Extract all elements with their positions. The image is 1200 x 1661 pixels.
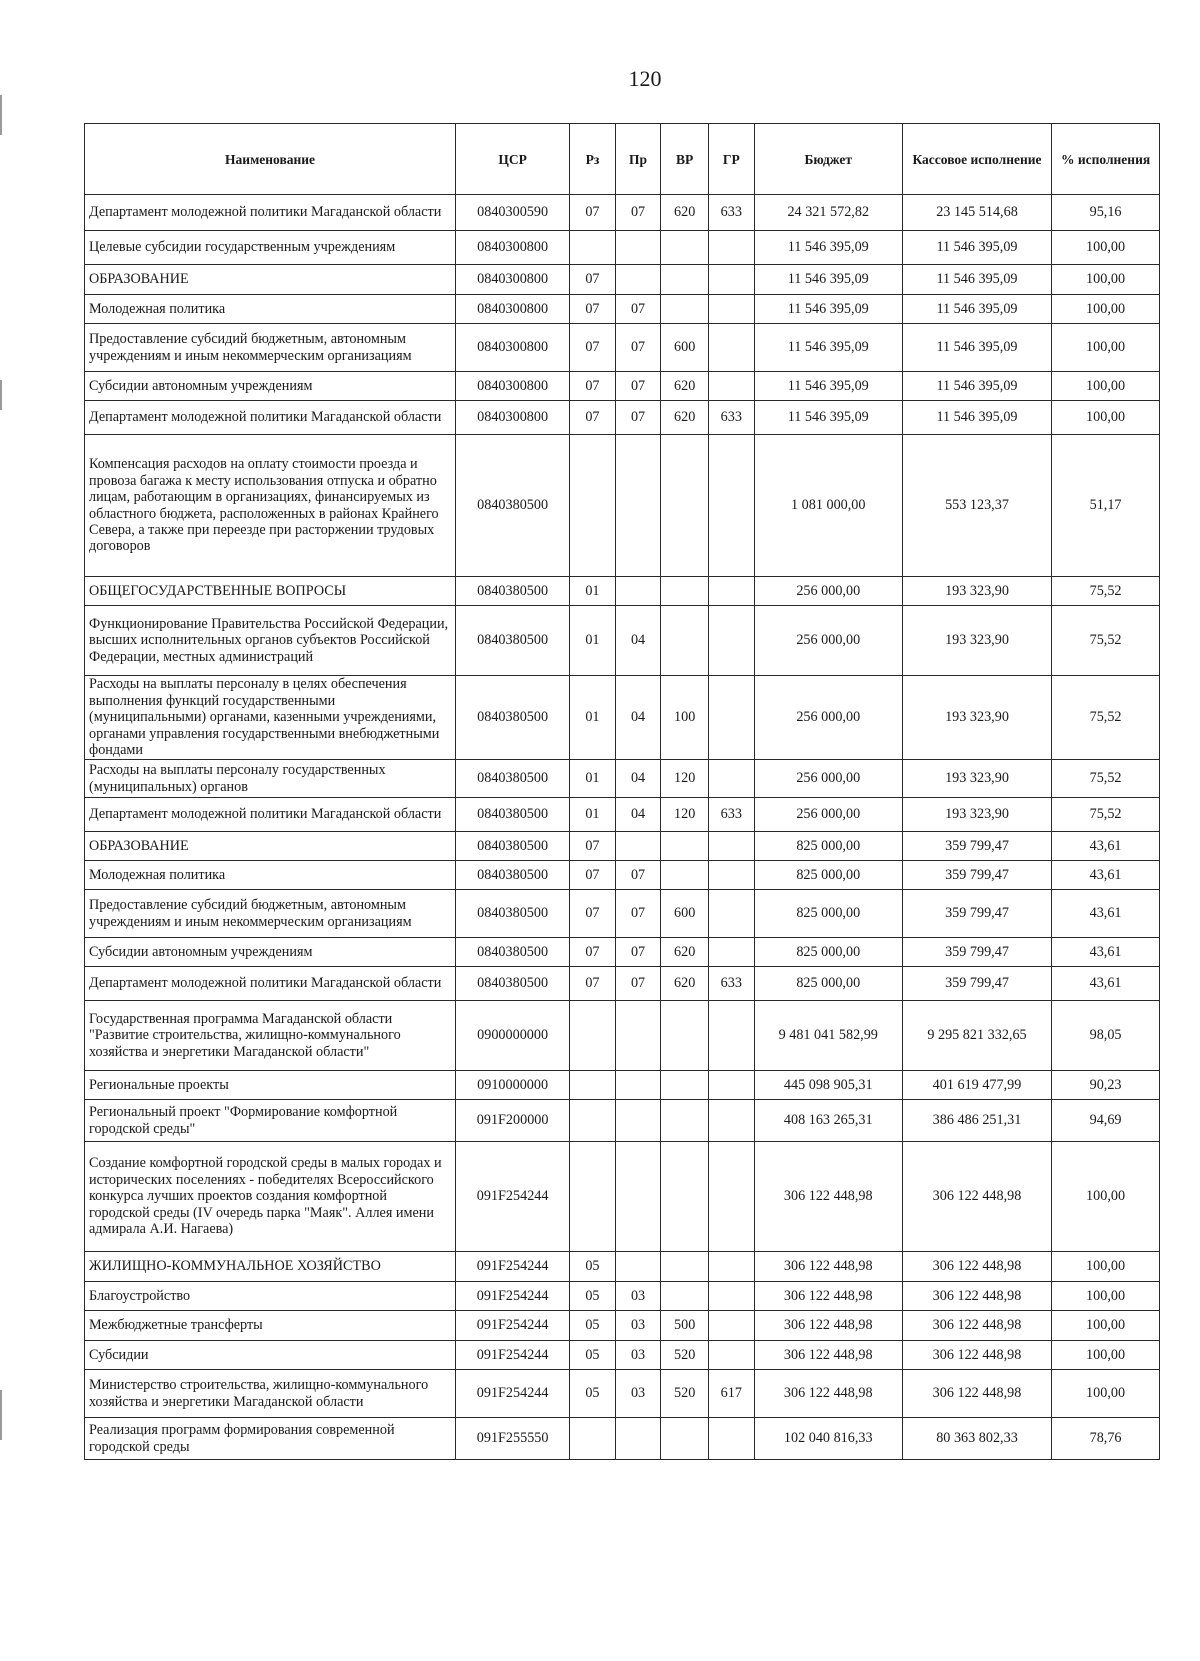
cell-name: ЖИЛИЩНО-КОММУНАЛЬНОЕ ХОЗЯЙСТВО — [85, 1252, 456, 1282]
table-row — [85, 861, 1160, 890]
cell-budget: 825 000,00 — [754, 832, 902, 861]
cell-rz — [570, 1071, 616, 1100]
cell-cash: 359 799,47 — [902, 938, 1051, 967]
cell-percent: 43,61 — [1052, 938, 1160, 967]
table-row — [85, 832, 1160, 861]
cell-percent: 100,00 — [1052, 372, 1160, 401]
cell-cash: 23 145 514,68 — [902, 195, 1051, 231]
cell-vr — [661, 231, 709, 265]
cell-csr: 0840300800 — [456, 231, 570, 265]
column-header-csr: ЦСР — [456, 124, 570, 195]
column-header-vr: ВР — [661, 124, 709, 195]
budget-execution-table — [84, 123, 1160, 1460]
scan-edge-mark — [0, 95, 2, 135]
cell-csr: 0840380500 — [456, 938, 570, 967]
cell-budget: 306 122 448,98 — [754, 1370, 902, 1418]
cell-name: Государственная программа Магаданской области "Развитие строительства, жилищно-коммунального хозяйства и энергетики Магаданской области" — [85, 1001, 456, 1071]
cell-gr — [709, 372, 755, 401]
cell-rz: 01 — [570, 760, 616, 798]
cell-vr — [661, 1418, 709, 1460]
cell-pr — [615, 832, 661, 861]
cell-cash: 193 323,90 — [902, 760, 1051, 798]
cell-percent: 75,52 — [1052, 798, 1160, 832]
cell-budget: 306 122 448,98 — [754, 1252, 902, 1282]
column-header-name: Наименование — [85, 124, 456, 195]
cell-rz: 07 — [570, 195, 616, 231]
cell-gr — [709, 1071, 755, 1100]
cell-cash: 11 546 395,09 — [902, 372, 1051, 401]
cell-gr — [709, 265, 755, 295]
cell-cash: 11 546 395,09 — [902, 265, 1051, 295]
cell-name: Субсидии — [85, 1341, 456, 1370]
cell-name: Благоустройство — [85, 1282, 456, 1311]
cell-gr: 633 — [709, 195, 755, 231]
cell-vr — [661, 295, 709, 324]
cell-rz — [570, 1142, 616, 1252]
cell-cash: 359 799,47 — [902, 967, 1051, 1001]
cell-budget: 102 040 816,33 — [754, 1418, 902, 1460]
table-row — [85, 265, 1160, 295]
cell-gr — [709, 1252, 755, 1282]
cell-vr: 100 — [661, 676, 709, 760]
cell-pr — [615, 1100, 661, 1142]
cell-cash: 306 122 448,98 — [902, 1370, 1051, 1418]
cell-rz: 07 — [570, 861, 616, 890]
cell-budget: 825 000,00 — [754, 890, 902, 938]
cell-budget: 256 000,00 — [754, 798, 902, 832]
table-row — [85, 798, 1160, 832]
cell-vr: 620 — [661, 195, 709, 231]
cell-percent: 98,05 — [1052, 1001, 1160, 1071]
cell-cash: 306 122 448,98 — [902, 1341, 1051, 1370]
cell-budget: 825 000,00 — [754, 861, 902, 890]
cell-percent: 100,00 — [1052, 1341, 1160, 1370]
cell-rz — [570, 435, 616, 577]
cell-gr — [709, 1341, 755, 1370]
cell-name: Целевые субсидии государственным учреждениям — [85, 231, 456, 265]
table-row — [85, 938, 1160, 967]
cell-name: Молодежная политика — [85, 861, 456, 890]
cell-gr: 633 — [709, 798, 755, 832]
cell-csr: 0840380500 — [456, 967, 570, 1001]
table-row — [85, 195, 1160, 231]
cell-cash: 359 799,47 — [902, 890, 1051, 938]
cell-pr: 07 — [615, 295, 661, 324]
cell-pr — [615, 1001, 661, 1071]
cell-vr: 620 — [661, 401, 709, 435]
cell-vr — [661, 1001, 709, 1071]
cell-budget: 11 546 395,09 — [754, 324, 902, 372]
cell-pr: 03 — [615, 1282, 661, 1311]
cell-budget: 24 321 572,82 — [754, 195, 902, 231]
cell-gr: 617 — [709, 1370, 755, 1418]
table-body — [85, 195, 1160, 1460]
cell-cash: 9 295 821 332,65 — [902, 1001, 1051, 1071]
cell-gr — [709, 231, 755, 265]
cell-budget: 408 163 265,31 — [754, 1100, 902, 1142]
cell-pr — [615, 1418, 661, 1460]
table-row — [85, 1100, 1160, 1142]
cell-vr: 620 — [661, 967, 709, 1001]
column-header-cash-execution: Кассовое исполнение — [902, 124, 1051, 195]
cell-pr: 04 — [615, 760, 661, 798]
cell-name: Департамент молодежной политики Магаданской области — [85, 195, 456, 231]
cell-percent: 43,61 — [1052, 890, 1160, 938]
cell-csr: 0840380500 — [456, 577, 570, 606]
cell-csr: 0840380500 — [456, 832, 570, 861]
cell-gr — [709, 1100, 755, 1142]
cell-rz — [570, 1418, 616, 1460]
cell-rz: 07 — [570, 938, 616, 967]
cell-cash: 193 323,90 — [902, 798, 1051, 832]
cell-gr — [709, 832, 755, 861]
column-header-budget: Бюджет — [754, 124, 902, 195]
cell-cash: 193 323,90 — [902, 606, 1051, 676]
table-row — [85, 1370, 1160, 1418]
cell-budget: 1 081 000,00 — [754, 435, 902, 577]
cell-cash: 306 122 448,98 — [902, 1142, 1051, 1252]
cell-percent: 100,00 — [1052, 1282, 1160, 1311]
cell-rz: 07 — [570, 265, 616, 295]
cell-percent: 95,16 — [1052, 195, 1160, 231]
cell-cash: 11 546 395,09 — [902, 401, 1051, 435]
cell-pr: 04 — [615, 798, 661, 832]
cell-csr: 0840300800 — [456, 372, 570, 401]
cell-budget: 306 122 448,98 — [754, 1311, 902, 1341]
cell-percent: 78,76 — [1052, 1418, 1160, 1460]
cell-pr: 03 — [615, 1311, 661, 1341]
cell-budget: 256 000,00 — [754, 577, 902, 606]
cell-vr — [661, 1252, 709, 1282]
cell-percent: 100,00 — [1052, 1252, 1160, 1282]
cell-vr: 120 — [661, 760, 709, 798]
cell-name: Расходы на выплаты персоналу государственных (муниципальных) органов — [85, 760, 456, 798]
cell-csr: 091F254244 — [456, 1341, 570, 1370]
table-row — [85, 967, 1160, 1001]
table-row — [85, 1311, 1160, 1341]
cell-budget: 11 546 395,09 — [754, 295, 902, 324]
cell-cash: 11 546 395,09 — [902, 231, 1051, 265]
cell-csr: 091F254244 — [456, 1282, 570, 1311]
cell-vr: 600 — [661, 324, 709, 372]
cell-pr — [615, 265, 661, 295]
cell-pr — [615, 435, 661, 577]
cell-rz: 07 — [570, 890, 616, 938]
column-header-percent-execution: % исполнения — [1052, 124, 1160, 195]
cell-csr: 0900000000 — [456, 1001, 570, 1071]
cell-gr: 633 — [709, 401, 755, 435]
cell-vr — [661, 265, 709, 295]
cell-rz: 01 — [570, 798, 616, 832]
cell-name: Реализация программ формирования современной городской среды — [85, 1418, 456, 1460]
cell-percent: 75,52 — [1052, 676, 1160, 760]
cell-csr: 0840300800 — [456, 265, 570, 295]
cell-vr: 120 — [661, 798, 709, 832]
cell-percent: 100,00 — [1052, 1370, 1160, 1418]
cell-vr: 500 — [661, 1311, 709, 1341]
cell-name: Предоставление субсидий бюджетным, автономным учреждениям и иным некоммерческим организациям — [85, 890, 456, 938]
cell-gr — [709, 295, 755, 324]
cell-cash: 359 799,47 — [902, 832, 1051, 861]
cell-gr — [709, 577, 755, 606]
cell-rz: 07 — [570, 967, 616, 1001]
cell-vr — [661, 1142, 709, 1252]
cell-rz: 05 — [570, 1252, 616, 1282]
cell-name: Министерство строительства, жилищно-коммунального хозяйства и энергетики Магаданской области — [85, 1370, 456, 1418]
cell-vr — [661, 606, 709, 676]
cell-rz: 05 — [570, 1282, 616, 1311]
cell-gr — [709, 435, 755, 577]
cell-percent: 100,00 — [1052, 1311, 1160, 1341]
cell-rz: 07 — [570, 401, 616, 435]
table-row — [85, 1001, 1160, 1071]
cell-percent: 100,00 — [1052, 401, 1160, 435]
cell-name: Создание комфортной городской среды в малых городах и исторических поселениях - победителях Всероссийского конкурса лучших проектов создания комфортной городской среды (IV очередь парка "Маяк". Аллея имени адмирала А.И. Нагаева) — [85, 1142, 456, 1252]
cell-rz — [570, 1100, 616, 1142]
scan-edge-mark — [0, 1390, 2, 1440]
cell-vr — [661, 1282, 709, 1311]
cell-budget: 256 000,00 — [754, 606, 902, 676]
cell-cash: 401 619 477,99 — [902, 1071, 1051, 1100]
cell-cash: 80 363 802,33 — [902, 1418, 1051, 1460]
column-header-gr: ГР — [709, 124, 755, 195]
column-header-pr: Пр — [615, 124, 661, 195]
cell-csr: 0840300800 — [456, 324, 570, 372]
cell-percent: 100,00 — [1052, 324, 1160, 372]
cell-rz: 01 — [570, 577, 616, 606]
cell-rz: 05 — [570, 1370, 616, 1418]
cell-csr: 0840380500 — [456, 890, 570, 938]
cell-csr: 0840380500 — [456, 676, 570, 760]
cell-name: Департамент молодежной политики Магаданской области — [85, 401, 456, 435]
cell-pr: 03 — [615, 1370, 661, 1418]
cell-pr: 07 — [615, 195, 661, 231]
cell-percent: 43,61 — [1052, 832, 1160, 861]
cell-pr: 07 — [615, 861, 661, 890]
cell-gr — [709, 890, 755, 938]
cell-cash: 193 323,90 — [902, 676, 1051, 760]
cell-name: Межбюджетные трансферты — [85, 1311, 456, 1341]
cell-rz: 07 — [570, 324, 616, 372]
cell-rz — [570, 1001, 616, 1071]
cell-percent: 100,00 — [1052, 231, 1160, 265]
cell-name: Региональные проекты — [85, 1071, 456, 1100]
cell-cash: 306 122 448,98 — [902, 1282, 1051, 1311]
cell-gr — [709, 760, 755, 798]
cell-csr: 0840380500 — [456, 606, 570, 676]
cell-name: ОБРАЗОВАНИЕ — [85, 832, 456, 861]
cell-vr — [661, 1100, 709, 1142]
cell-gr: 633 — [709, 967, 755, 1001]
table-row — [85, 372, 1160, 401]
cell-name: Департамент молодежной политики Магаданской области — [85, 798, 456, 832]
table-row — [85, 606, 1160, 676]
cell-percent: 94,69 — [1052, 1100, 1160, 1142]
cell-vr: 620 — [661, 372, 709, 401]
cell-csr: 091F255550 — [456, 1418, 570, 1460]
cell-cash: 386 486 251,31 — [902, 1100, 1051, 1142]
table-row — [85, 1252, 1160, 1282]
cell-rz: 01 — [570, 676, 616, 760]
cell-csr: 0840380500 — [456, 861, 570, 890]
cell-csr: 091F254244 — [456, 1370, 570, 1418]
table-row — [85, 890, 1160, 938]
cell-csr: 0840300800 — [456, 295, 570, 324]
cell-rz: 07 — [570, 295, 616, 324]
cell-pr: 07 — [615, 967, 661, 1001]
cell-budget: 11 546 395,09 — [754, 372, 902, 401]
cell-pr: 07 — [615, 401, 661, 435]
cell-csr: 091F254244 — [456, 1311, 570, 1341]
page-number: 120 — [628, 66, 662, 91]
cell-csr: 091F200000 — [456, 1100, 570, 1142]
cell-rz: 01 — [570, 606, 616, 676]
cell-percent: 43,61 — [1052, 861, 1160, 890]
cell-vr: 600 — [661, 890, 709, 938]
cell-cash: 306 122 448,98 — [902, 1252, 1051, 1282]
cell-percent: 100,00 — [1052, 1142, 1160, 1252]
cell-budget: 11 546 395,09 — [754, 401, 902, 435]
cell-name: Предоставление субсидий бюджетным, автономным учреждениям и иным некоммерческим организациям — [85, 324, 456, 372]
cell-vr: 520 — [661, 1370, 709, 1418]
cell-rz: 05 — [570, 1341, 616, 1370]
cell-vr — [661, 861, 709, 890]
cell-cash: 306 122 448,98 — [902, 1311, 1051, 1341]
cell-percent: 43,61 — [1052, 967, 1160, 1001]
cell-budget: 825 000,00 — [754, 938, 902, 967]
cell-pr — [615, 1142, 661, 1252]
cell-name: Департамент молодежной политики Магаданской области — [85, 967, 456, 1001]
cell-name: Молодежная политика — [85, 295, 456, 324]
cell-budget: 9 481 041 582,99 — [754, 1001, 902, 1071]
cell-cash: 359 799,47 — [902, 861, 1051, 890]
cell-csr: 0840380500 — [456, 798, 570, 832]
cell-cash: 553 123,37 — [902, 435, 1051, 577]
cell-pr: 04 — [615, 606, 661, 676]
table-row — [85, 295, 1160, 324]
cell-name: ОБРАЗОВАНИЕ — [85, 265, 456, 295]
cell-vr — [661, 1071, 709, 1100]
cell-cash: 11 546 395,09 — [902, 324, 1051, 372]
cell-pr: 07 — [615, 938, 661, 967]
cell-gr — [709, 1418, 755, 1460]
cell-cash: 11 546 395,09 — [902, 295, 1051, 324]
column-header-rz: Рз — [570, 124, 616, 195]
cell-budget: 11 546 395,09 — [754, 231, 902, 265]
cell-budget: 256 000,00 — [754, 676, 902, 760]
cell-gr — [709, 861, 755, 890]
cell-vr: 520 — [661, 1341, 709, 1370]
cell-gr — [709, 1311, 755, 1341]
cell-csr: 0840380500 — [456, 435, 570, 577]
table-row — [85, 435, 1160, 577]
cell-csr: 0840300590 — [456, 195, 570, 231]
cell-csr: 091F254244 — [456, 1142, 570, 1252]
cell-name: Субсидии автономным учреждениям — [85, 938, 456, 967]
cell-rz: 05 — [570, 1311, 616, 1341]
table-row — [85, 1418, 1160, 1460]
cell-gr — [709, 324, 755, 372]
cell-budget: 306 122 448,98 — [754, 1142, 902, 1252]
cell-percent: 100,00 — [1052, 265, 1160, 295]
cell-vr — [661, 832, 709, 861]
scan-edge-mark — [0, 380, 2, 410]
table-row — [85, 231, 1160, 265]
cell-csr: 0840300800 — [456, 401, 570, 435]
cell-percent: 100,00 — [1052, 295, 1160, 324]
cell-pr — [615, 1252, 661, 1282]
cell-name: Компенсация расходов на оплату стоимости проезда и провоза багажа к месту использования отпуска и обратно лицам, работающим в организациях, финансируемых из областного бюджета, расположенных в районах Крайнего Севера, а также при переезде при расторжении трудовых договоров — [85, 435, 456, 577]
cell-budget: 11 546 395,09 — [754, 265, 902, 295]
cell-pr — [615, 231, 661, 265]
cell-pr — [615, 1071, 661, 1100]
cell-name: ОБЩЕГОСУДАРСТВЕННЫЕ ВОПРОСЫ — [85, 577, 456, 606]
table-row — [85, 676, 1160, 760]
cell-budget: 825 000,00 — [754, 967, 902, 1001]
cell-gr — [709, 676, 755, 760]
table-row — [85, 1341, 1160, 1370]
cell-budget: 256 000,00 — [754, 760, 902, 798]
cell-pr: 03 — [615, 1341, 661, 1370]
table-row — [85, 760, 1160, 798]
cell-csr: 0910000000 — [456, 1071, 570, 1100]
cell-percent: 90,23 — [1052, 1071, 1160, 1100]
cell-pr: 07 — [615, 324, 661, 372]
cell-percent: 51,17 — [1052, 435, 1160, 577]
cell-budget: 306 122 448,98 — [754, 1282, 902, 1311]
table-row — [85, 577, 1160, 606]
cell-pr: 07 — [615, 372, 661, 401]
table-header-row — [85, 124, 1160, 195]
cell-gr — [709, 1282, 755, 1311]
cell-name: Региональный проект "Формирование комфортной городской среды" — [85, 1100, 456, 1142]
cell-budget: 306 122 448,98 — [754, 1341, 902, 1370]
table-row — [85, 401, 1160, 435]
cell-percent: 75,52 — [1052, 760, 1160, 798]
table-row — [85, 1142, 1160, 1252]
cell-vr: 620 — [661, 938, 709, 967]
cell-vr — [661, 435, 709, 577]
cell-pr: 04 — [615, 676, 661, 760]
cell-pr — [615, 577, 661, 606]
cell-name: Расходы на выплаты персоналу в целях обеспечения выполнения функций государственными (муниципальными) органами, казенными учреждениями, органами управления государственными внебюджетными фондами — [85, 676, 456, 760]
table-row — [85, 1282, 1160, 1311]
cell-csr: 091F254244 — [456, 1252, 570, 1282]
cell-csr: 0840380500 — [456, 760, 570, 798]
cell-gr — [709, 1142, 755, 1252]
cell-rz: 07 — [570, 832, 616, 861]
cell-name: Субсидии автономным учреждениям — [85, 372, 456, 401]
cell-percent: 75,52 — [1052, 577, 1160, 606]
cell-vr — [661, 577, 709, 606]
cell-cash: 193 323,90 — [902, 577, 1051, 606]
table-row — [85, 1071, 1160, 1100]
cell-budget: 445 098 905,31 — [754, 1071, 902, 1100]
table-row — [85, 324, 1160, 372]
cell-gr — [709, 606, 755, 676]
cell-percent: 75,52 — [1052, 606, 1160, 676]
cell-name: Функционирование Правительства Российской Федерации, высших исполнительных органов субъектов Российской Федерации, местных администраций — [85, 606, 456, 676]
cell-gr — [709, 1001, 755, 1071]
cell-rz — [570, 231, 616, 265]
cell-gr — [709, 938, 755, 967]
cell-pr: 07 — [615, 890, 661, 938]
cell-rz: 07 — [570, 372, 616, 401]
